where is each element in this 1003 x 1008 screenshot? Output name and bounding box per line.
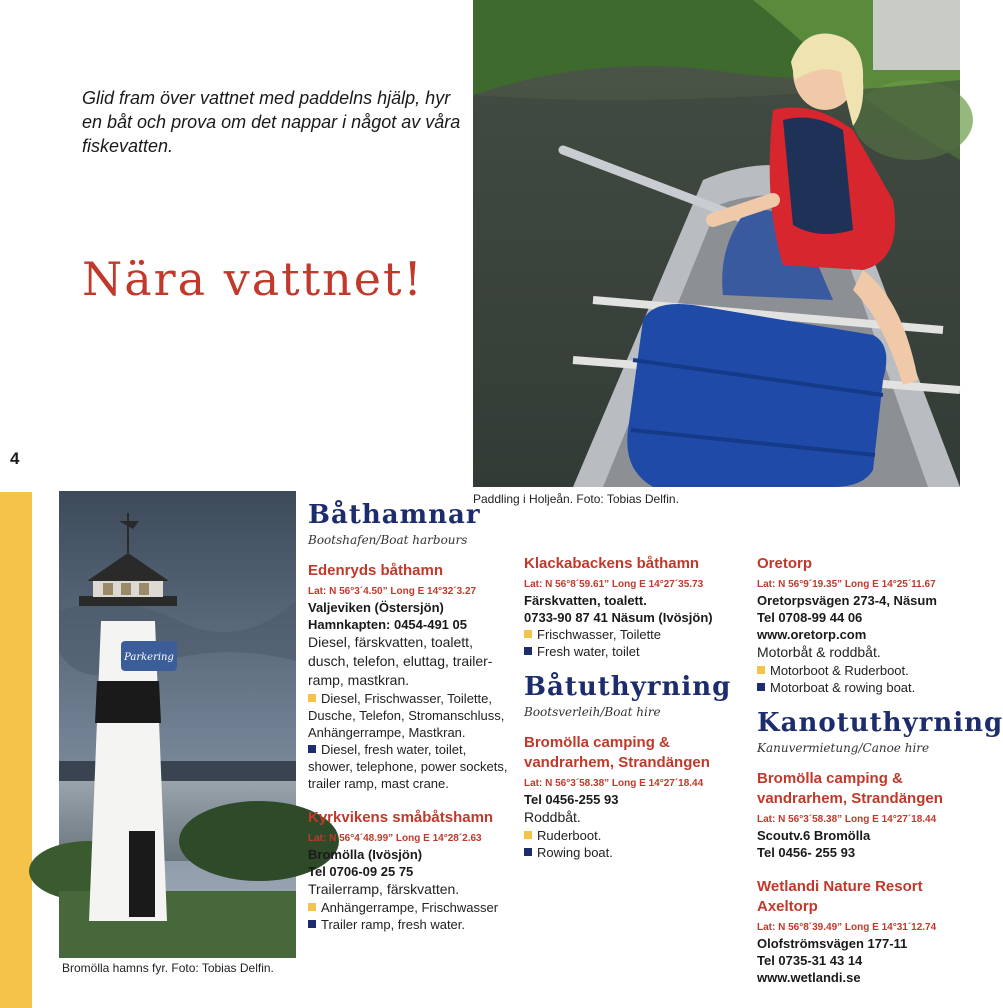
kyrkviken-coords: Lat: N 56°4´48.99” Long E 14°28´2.63 <box>308 833 482 844</box>
klackabacken-coords: Lat: N 56°8´59.61” Long E 14°27´35.73 <box>524 579 704 590</box>
oretorp-name: Oretorp <box>757 555 813 572</box>
yellow-strip <box>0 492 32 1008</box>
klackabacken-line1: Färskvatten, toalett. <box>524 593 647 608</box>
oretorp-address: Oretorpsvägen 273-4, Näsum <box>757 593 937 608</box>
bromolla-boat-coords: Lat: N 56°3´58.38” Long E 14°27´18.44 <box>524 778 704 789</box>
yellow-square-icon <box>757 666 765 674</box>
wetlandi-name: Wetlandi Nature Resort Axeltorp <box>757 878 923 915</box>
kyrkviken-de: Anhängerrampe, Frischwasser <box>321 900 499 915</box>
edenryd-en: Diesel, fresh water, toilet, shower, telephone, power sockets, trailer ramp, mast crane. <box>308 742 508 791</box>
klackabacken-de-item <box>524 626 739 643</box>
right-column <box>757 550 1003 986</box>
bromolla-boat-en: Rowing boat. <box>537 845 613 860</box>
yellow-square-icon <box>308 903 316 911</box>
canoe-rental-subheading: Kanuvermietung/Canoe hire <box>757 741 930 755</box>
middle-column <box>524 550 739 861</box>
navy-square-icon <box>308 745 316 753</box>
canoe-caption: Paddling i Holjeån. Foto: Tobias Delfin. <box>473 492 679 506</box>
kyrkviken-name: Kyrkvikens småbåtshamn <box>308 809 494 826</box>
edenryd-coords: Lat: N 56°3´4.50” Long E 14°32´3.27 <box>308 586 477 597</box>
bromolla-boat-de: Ruderboot. <box>537 828 602 843</box>
bromolla-boat-de-item <box>524 827 739 844</box>
navy-square-icon <box>308 920 316 928</box>
svg-text:Parkering: Parkering <box>124 652 174 663</box>
kyrkviken-en: Trailer ramp, fresh water. <box>321 917 466 932</box>
wetlandi-web: www.wetlandi.se <box>757 970 861 985</box>
page-title: Nära vattnet! <box>82 252 424 306</box>
intro-text: Glid fram över vattnet med paddelns hjälp, hyr en båt och prova om det nappar i något av våra fiskevatten. <box>82 88 461 156</box>
edenryd-de-item <box>308 690 513 741</box>
yellow-square-icon <box>524 831 532 839</box>
oretorp-web: www.oretorp.com <box>757 627 867 642</box>
bromolla-boat-phone: Tel 0456-255 93 <box>524 792 619 807</box>
wetlandi-coords: Lat: N 56°8´39.49” Long E 14°31´12.74 <box>757 922 937 933</box>
bromolla-canoe-phone: Tel 0456- 255 93 <box>757 845 856 860</box>
bromolla-canoe-line1: Scoutv.6 Bromölla <box>757 828 871 843</box>
bromolla-boat-desc: Roddbåt. <box>524 809 581 825</box>
klackabacken-en-item <box>524 643 739 660</box>
edenryd-de: Diesel, Frischwasser, Toilette, Dusche, Telefon, Stromanschluss, Anhängerrampe, Mastkran. <box>308 691 505 740</box>
page-number: 4 <box>10 449 20 468</box>
boat-harbours-subheading: Bootshafen/Boat harbours <box>308 533 468 547</box>
kyrkviken-line2: Tel 0706-09 25 75 <box>308 864 414 879</box>
lighthouse-caption: Bromölla hamns fyr. Foto: Tobias Delfin. <box>62 961 274 975</box>
yellow-square-icon <box>308 694 316 702</box>
lighthouse-photo <box>59 491 296 958</box>
oretorp-en-item <box>757 679 957 696</box>
boat-harbours-heading: Båthamnar <box>308 500 481 530</box>
canoe-rental-heading: Kanotuthyrning <box>757 708 1003 738</box>
yellow-square-icon <box>524 630 532 638</box>
kyrkviken-line1: Bromölla (Ivösjön) <box>308 847 423 862</box>
klackabacken-de: Frischwasser, Toilette <box>537 627 662 642</box>
navy-square-icon <box>757 683 765 691</box>
boat-harbours-column <box>308 500 513 933</box>
bromolla-boat-en-item <box>524 844 739 861</box>
navy-square-icon <box>524 647 532 655</box>
oretorp-coords: Lat: N 56°9´19.35” Long E 14°25´11.67 <box>757 579 936 590</box>
navy-square-icon <box>524 848 532 856</box>
kyrkviken-en-item <box>308 916 513 933</box>
klackabacken-line2: 0733-90 87 41 Näsum (Ivösjön) <box>524 610 713 625</box>
oretorp-desc: Motorbåt & roddbåt. <box>757 644 881 660</box>
wetlandi-address: Olofströmsvägen 177-11 <box>757 936 908 951</box>
oretorp-phone: Tel 0708-99 44 06 <box>757 610 863 625</box>
edenryd-line2: Hamnkapten: 0454-491 05 <box>308 617 467 632</box>
edenryd-line1: Valjeviken (Östersjön) <box>308 600 444 615</box>
bromolla-canoe-name: Bromölla camping & vandrarhem, Strandängen <box>757 770 943 807</box>
edenryd-name: Edenryds båthamn <box>308 562 444 579</box>
bromolla-boat-name: Bromölla camping & vandrarhem, Strandängen <box>524 734 710 771</box>
bromolla-canoe-coords: Lat: N 56°3´58.38” Long E 14°27´18.44 <box>757 814 937 825</box>
edenryd-en-item <box>308 741 513 792</box>
wetlandi-phone: Tel 0735-31 43 14 <box>757 953 863 968</box>
kyrkviken-de-item <box>308 899 513 916</box>
oretorp-de-item <box>757 662 957 679</box>
oretorp-de: Motorboot & Ruderboot. <box>770 663 909 678</box>
boat-rental-subheading: Bootsverleih/Boat hire <box>524 705 661 719</box>
klackabacken-en: Fresh water, toilet <box>537 644 640 659</box>
edenryd-desc: Diesel, färskvatten, toalett, dusch, telefon, eluttag, trailer-ramp, mastkran. <box>308 634 493 688</box>
oretorp-en: Motorboat & rowing boat. <box>770 680 916 695</box>
klackabacken-name: Klackabackens båthamn <box>524 555 700 572</box>
canoe-photo <box>473 0 960 487</box>
kyrkviken-desc: Trailerramp, färskvatten. <box>308 881 460 897</box>
boat-rental-heading: Båtuthyrning <box>524 672 732 702</box>
